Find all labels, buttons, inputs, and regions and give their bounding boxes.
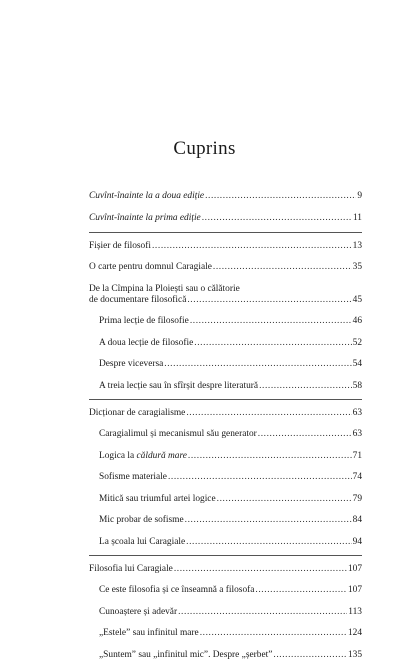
toc-subentry[interactable] xyxy=(89,537,362,548)
toc-entry-page: 107 xyxy=(347,585,362,595)
toc-entry-title: Ce este filosofia și ce înseamnă a filosofa xyxy=(99,585,255,595)
toc-entry-title: Caragialimul și mecanismul său generator xyxy=(99,429,257,439)
toc-subentry[interactable] xyxy=(89,494,362,505)
toc-entry-title-continued: de documentare filosofică xyxy=(89,294,187,305)
toc-entry[interactable] xyxy=(89,284,362,306)
toc-subentry[interactable] xyxy=(89,650,362,661)
toc-entry-page: 94 xyxy=(352,536,362,547)
leader-dots xyxy=(174,564,347,575)
toc-entry-page: 52 xyxy=(352,337,362,348)
toc-entry[interactable] xyxy=(89,408,362,419)
toc-entry-page: 63 xyxy=(352,407,362,418)
toc-entry-title: Cunoaștere și adevăr xyxy=(99,606,178,617)
toc-entry-title: Cuvînt-înainte la a doua ediție xyxy=(89,191,205,201)
toc-subentry[interactable] xyxy=(89,338,362,349)
toc-entry-title-prefix: Logica la xyxy=(99,450,137,461)
toc-entry-page: 84 xyxy=(352,515,362,525)
toc-subentry[interactable] xyxy=(89,381,362,392)
toc-entry-page: 11 xyxy=(352,212,362,223)
toc-entry[interactable] xyxy=(89,564,362,575)
toc-entry-title: De la Cîmpina la Ploiești sau o călătorie xyxy=(89,283,240,294)
leader-dots xyxy=(187,295,351,306)
toc-entry-page: 45 xyxy=(352,294,362,305)
toc-entry-title: O carte pentru domnul Caragiale xyxy=(89,262,212,272)
toc-entry-title: „Suntem” sau „infinitul mic”. Despre „șerbet” xyxy=(99,649,273,660)
leader-dots xyxy=(205,191,356,202)
toc-entry[interactable] xyxy=(89,241,362,252)
toc-entry-title: A doua lecție de filosofie xyxy=(99,337,194,348)
leader-dots xyxy=(217,494,352,505)
leader-dots xyxy=(168,472,352,483)
leader-dots xyxy=(202,213,352,224)
leader-dots xyxy=(259,381,352,392)
toc-subentry[interactable] xyxy=(89,515,362,526)
table-of-contents xyxy=(89,191,362,671)
toc-entry-title: „Estele” sau infinitul mare xyxy=(99,628,199,638)
leader-dots xyxy=(188,451,352,462)
toc-entry-title: Fișier de filosofi xyxy=(89,240,151,251)
toc-subentry[interactable] xyxy=(89,359,362,370)
toc-subentry[interactable] xyxy=(89,607,362,618)
leader-dots xyxy=(255,585,347,596)
leader-dots xyxy=(164,359,351,370)
leader-dots xyxy=(152,241,352,252)
toc-entry-page: 9 xyxy=(357,191,362,201)
toc-section-forewords xyxy=(89,191,362,233)
toc-entry[interactable] xyxy=(89,262,362,273)
toc-section-part-one xyxy=(89,233,362,400)
toc-subentry[interactable] xyxy=(89,472,362,483)
toc-entry-title: Sofisme materiale xyxy=(99,472,167,482)
toc-section-part-three xyxy=(89,556,362,661)
toc-entry-page: 124 xyxy=(347,628,362,638)
toc-entry-title: Mitică sau triumful artei logice xyxy=(99,493,216,504)
leader-dots xyxy=(190,316,352,327)
leader-dots xyxy=(186,408,351,419)
toc-entry-title xyxy=(99,451,187,462)
toc-entry-page: 71 xyxy=(352,450,362,461)
toc-entry[interactable] xyxy=(89,191,362,202)
toc-entry-page: 113 xyxy=(348,606,362,617)
leader-dots xyxy=(258,429,352,440)
toc-entry-page: 58 xyxy=(352,380,362,391)
toc-entry-page: 79 xyxy=(352,493,362,504)
leader-dots xyxy=(185,515,352,526)
toc-section-part-two xyxy=(89,400,362,556)
toc-entry-title: Prima lecție de filosofie xyxy=(99,316,189,326)
toc-entry-page: 135 xyxy=(347,649,362,660)
toc-entry-page: 63 xyxy=(352,429,362,439)
toc-subentry[interactable] xyxy=(89,429,362,440)
toc-entry-title: Mic probar de sofisme xyxy=(99,515,184,525)
toc-entry-title: A treia lecție sau în sfîrșit despre literatură xyxy=(99,380,259,391)
toc-entry-page: 46 xyxy=(352,316,362,326)
leader-dots xyxy=(273,650,347,661)
toc-subentry[interactable] xyxy=(89,316,362,327)
toc-entry[interactable] xyxy=(89,213,362,224)
toc-entry-page: 13 xyxy=(352,240,362,251)
toc-entry-page: 74 xyxy=(352,472,362,482)
toc-subentry[interactable] xyxy=(89,451,362,462)
leader-dots xyxy=(213,262,352,273)
toc-entry-title: Despre viceversa xyxy=(99,359,164,369)
toc-entry-page: 35 xyxy=(352,262,362,272)
toc-entry-page: 107 xyxy=(347,563,362,574)
leader-dots xyxy=(186,537,351,548)
leader-dots xyxy=(194,338,351,349)
toc-entry-title: Filosofia lui Caragiale xyxy=(89,563,173,574)
toc-subentry[interactable] xyxy=(89,585,362,596)
leader-dots xyxy=(178,607,347,618)
toc-entry-title: Cuvînt-înainte la prima ediție xyxy=(89,212,201,223)
page-title: Cuprins xyxy=(173,138,236,159)
toc-entry-title-emphasis: căldură mare xyxy=(136,450,187,461)
toc-entry-title: Dicționar de caragialisme xyxy=(89,407,186,418)
toc-entry-title: La școala lui Caragiale xyxy=(99,536,186,547)
toc-entry-page: 54 xyxy=(352,359,362,369)
